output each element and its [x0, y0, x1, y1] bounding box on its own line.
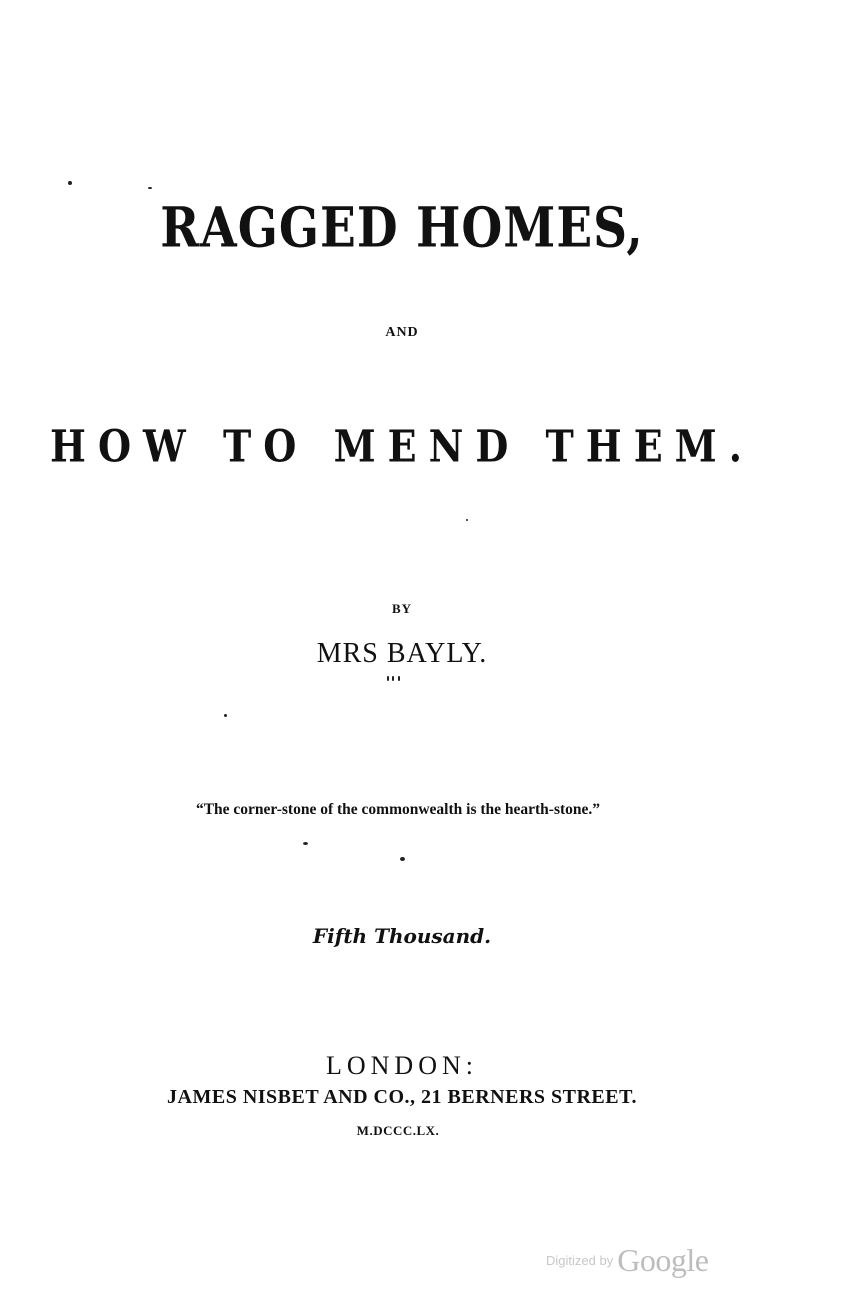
- scan-speck: [68, 181, 72, 185]
- scan-speck: [224, 714, 227, 717]
- title-conjunction: AND: [385, 325, 419, 340]
- scan-speck: [148, 187, 152, 189]
- scan-speck: [392, 676, 394, 681]
- imprint-city: LONDON:: [326, 1051, 478, 1080]
- digitized-watermark: [546, 1242, 708, 1279]
- scan-speck: [387, 676, 389, 681]
- scan-speck: [398, 676, 400, 681]
- motto-quote: “The corner-stone of the commonwealth is the hearth-stone.”: [195, 801, 601, 818]
- title-line-1: RAGGED HOMES,: [160, 196, 644, 261]
- scan-speck: [303, 842, 308, 845]
- watermark-prefix: Digitized by: [546, 1253, 614, 1268]
- scan-speck: [466, 519, 468, 521]
- imprint-publisher: JAMES NISBET AND CO., 21 BERNERS STREET.: [167, 1086, 637, 1108]
- google-logo: Google: [617, 1242, 709, 1278]
- imprint-year: M.DCCC.LX.: [356, 1123, 440, 1138]
- byline-label: BY: [391, 601, 413, 616]
- scan-speck: [400, 857, 405, 861]
- title-line-2: HOW TO MEND THEM.: [50, 420, 754, 472]
- edition-statement: Fifth Thousand.: [312, 924, 492, 948]
- author-name: MRS BAYLY.: [316, 638, 488, 669]
